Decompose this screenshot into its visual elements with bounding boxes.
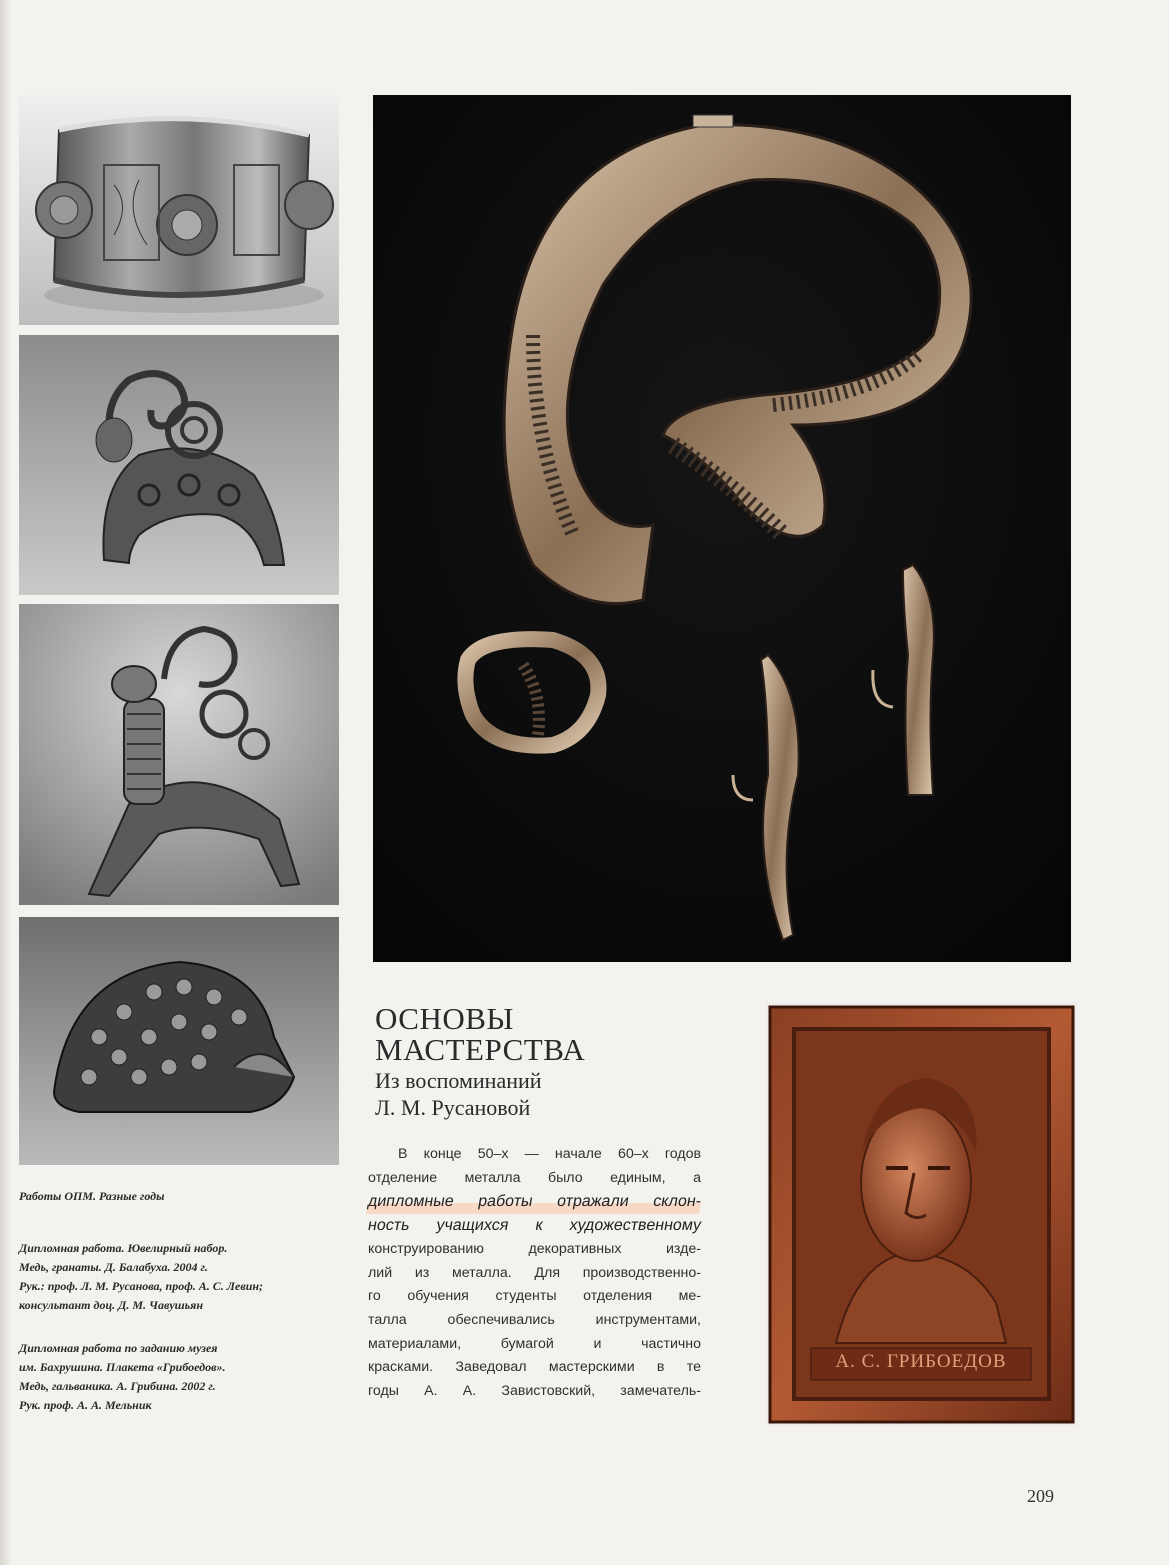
body-line: В конце 50–х — начале 60–х годов [398, 1146, 701, 1162]
body-line: лий из металла. Для производственно- [368, 1264, 701, 1281]
caption-line: Медь, гранаты. Д. Балабуха. 2004 г. [19, 1260, 208, 1274]
caption-works [19, 1187, 164, 1206]
caption-jewelry-set [19, 1239, 263, 1315]
article-subtitle [375, 1067, 542, 1121]
photo-jewelry-set [373, 95, 1071, 962]
body-line: отделение металла было единым, а [368, 1169, 701, 1186]
caption-plaque [19, 1339, 226, 1415]
photo-griboedov-plaque [766, 1003, 1077, 1426]
article-title-line: МАСТЕРСТВА [375, 1032, 586, 1067]
caption-works-line: Работы ОПМ. Разные годы [19, 1189, 165, 1203]
body-line: красками. Заведовал мастерскими в те [368, 1359, 701, 1376]
page-edge-shadow [0, 0, 12, 1565]
caption-line: Рук.: проф. Л. М. Русанова, проф. А. С. Левин; [19, 1279, 264, 1293]
body-line-highlighted: дипломные работы отражали склон- [366, 1190, 703, 1214]
photo-ram-figurine-2 [19, 604, 339, 905]
body-line: годы А. А. Завистовский, замечатель- [368, 1383, 701, 1400]
photo-hedgehog [19, 917, 339, 1165]
article-subtitle-line: Л. М. Русановой [375, 1095, 531, 1120]
caption-line: Рук. проф. А. А. Мельник [19, 1398, 152, 1412]
caption-line: им. Бахрушина. Плакета «Грибоедов». [19, 1360, 226, 1374]
body-line: конструированию декоративных изде- [368, 1240, 701, 1257]
plaque-inscription: А. С. ГРИБОЕДОВ [835, 1351, 1007, 1372]
body-line: талла обеспечивались инструментами, [368, 1311, 701, 1328]
photo-ram-figurine-1 [19, 335, 339, 595]
caption-line: Дипломная работа по заданию музея [19, 1341, 218, 1355]
article-body [368, 1143, 701, 1404]
caption-line: консультант доц. Д. М. Чавушьян [19, 1298, 203, 1312]
page-number: 209 [1027, 1486, 1054, 1506]
photo-cuff-bracelet [19, 95, 339, 325]
caption-line: Медь, гальваника. А. Грибина. 2002 г. [19, 1379, 216, 1393]
body-line: материалами, бумагой и частично [368, 1335, 701, 1352]
article-title-line: ОСНОВЫ [375, 1001, 514, 1036]
body-line-highlighted: ность учащихся к художественному [366, 1217, 703, 1235]
body-line: го обучения студенты отделения ме- [368, 1288, 701, 1305]
article-title [375, 1003, 585, 1065]
caption-line: Дипломная работа. Ювелирный набор. [19, 1241, 228, 1255]
article-subtitle-line: Из воспоминаний [375, 1068, 542, 1093]
